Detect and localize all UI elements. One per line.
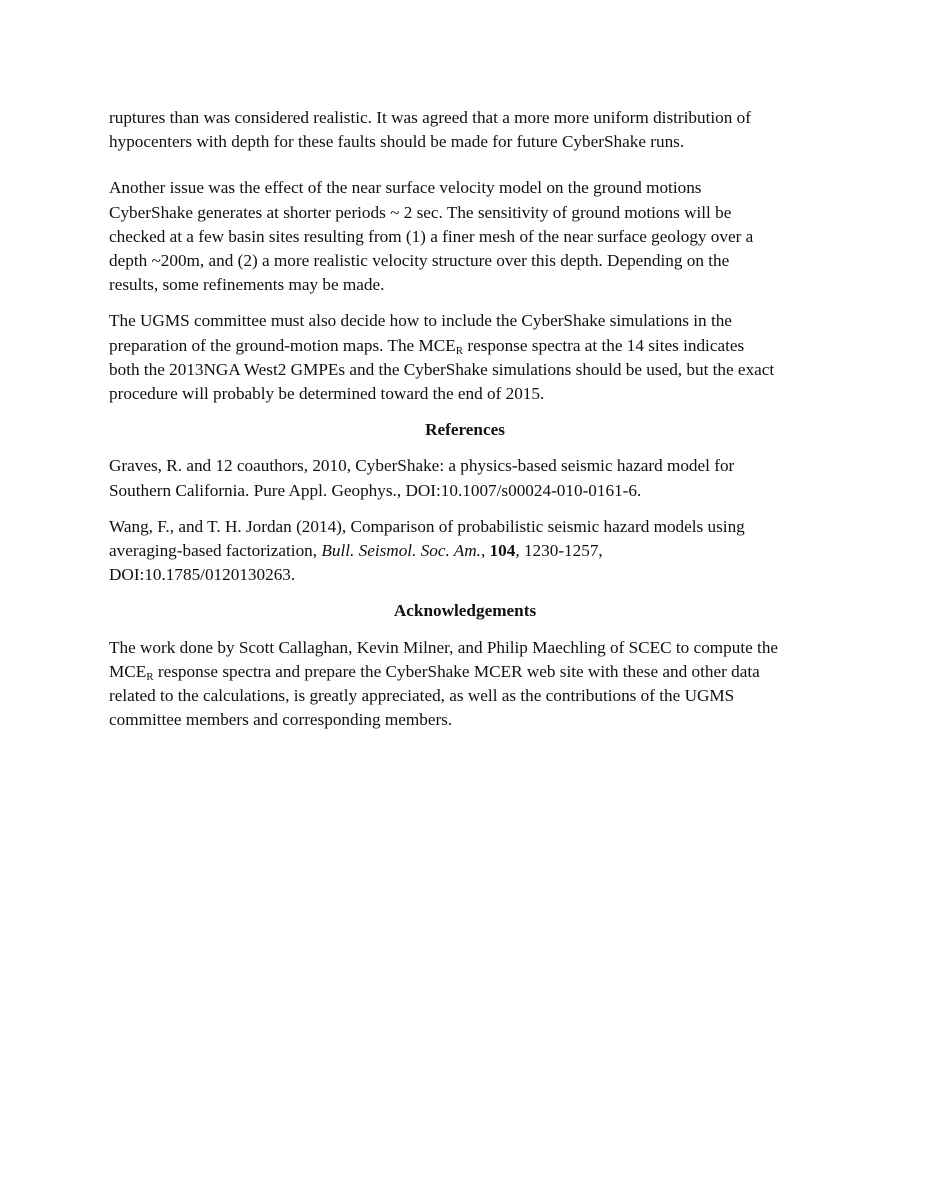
paragraph-ugms-committee (109, 309, 821, 406)
text-line: depth ~200m, and (2) a more realistic velocity structure over this depth. Depending on the (109, 251, 730, 271)
text-fragment: MCE (109, 661, 147, 681)
text-line: DOI:10.1785/0120130263. (109, 565, 296, 585)
text-line: Graves, R. and 12 coauthors, 2010, CyberShake: a physics-based seismic hazard model for (109, 456, 735, 476)
text-fragment: response spectra at the 14 sites indicates (463, 335, 745, 355)
text-fragment: , 1230-1257, (515, 541, 603, 561)
text-line: procedure will probably be determined toward the end of 2015. (109, 384, 545, 404)
paragraph-hypocenters (109, 106, 821, 154)
paragraph-velocity-model (109, 176, 821, 297)
acknowledgements-heading: Acknowledgements (393, 601, 537, 621)
text-line: checked at a few basin sites resulting from (1) a finer mesh of the near surface geology over a (109, 226, 754, 246)
text-line: results, some refinements may be made. (109, 275, 385, 295)
text-line: related to the calculations, is greatly appreciated, as well as the contributions of the UGMS (109, 686, 735, 706)
text-line (109, 660, 821, 684)
subscript: R (455, 344, 464, 357)
text-line: The UGMS committee must also decide how to include the CyberShake simulations in the (109, 311, 732, 331)
text-line: Wang, F., and T. H. Jordan (2014), Comparison of probabilistic seismic hazard models using (109, 516, 745, 536)
subscript: R (146, 670, 154, 683)
text-fragment: response spectra and prepare the CyberShake MCER web site with these and other data (153, 661, 760, 681)
text-line (109, 334, 821, 358)
text-line: hypocenters with depth for these faults should be made for future CyberShake runs. (109, 132, 685, 152)
text-fragment: averaging-based factorization, (109, 541, 322, 561)
page-content (109, 106, 821, 732)
volume-number: 104 (489, 541, 516, 561)
references-heading: References (425, 420, 505, 440)
text-line: CyberShake generates at shorter periods ~ 2 sec. The sensitivity of ground motions will be (109, 202, 732, 222)
text-line: Southern California. Pure Appl. Geophys., DOI:10.1007/s00024-010-0161-6. (109, 480, 642, 500)
text-line: committee members and corresponding members. (109, 710, 453, 730)
reference-graves (109, 454, 821, 502)
text-fragment: , (480, 541, 490, 561)
text-fragment: preparation of the ground-motion maps. The MCE (109, 335, 456, 355)
paragraph-acknowledgements (109, 636, 821, 733)
reference-wang-jordan (109, 515, 821, 588)
text-line: Another issue was the effect of the near surface velocity model on the ground motions (109, 178, 702, 198)
text-line: ruptures than was considered realistic. It was agreed that a more more uniform distribution of (109, 108, 751, 127)
journal-name: Bull. Seismol. Soc. Am. (321, 541, 481, 561)
text-line: both the 2013NGA West2 GMPEs and the CyberShake simulations should be used, but the exact (109, 359, 775, 379)
text-line (109, 539, 821, 563)
text-line: The work done by Scott Callaghan, Kevin Milner, and Philip Maechling of SCEC to compute the (109, 637, 779, 657)
